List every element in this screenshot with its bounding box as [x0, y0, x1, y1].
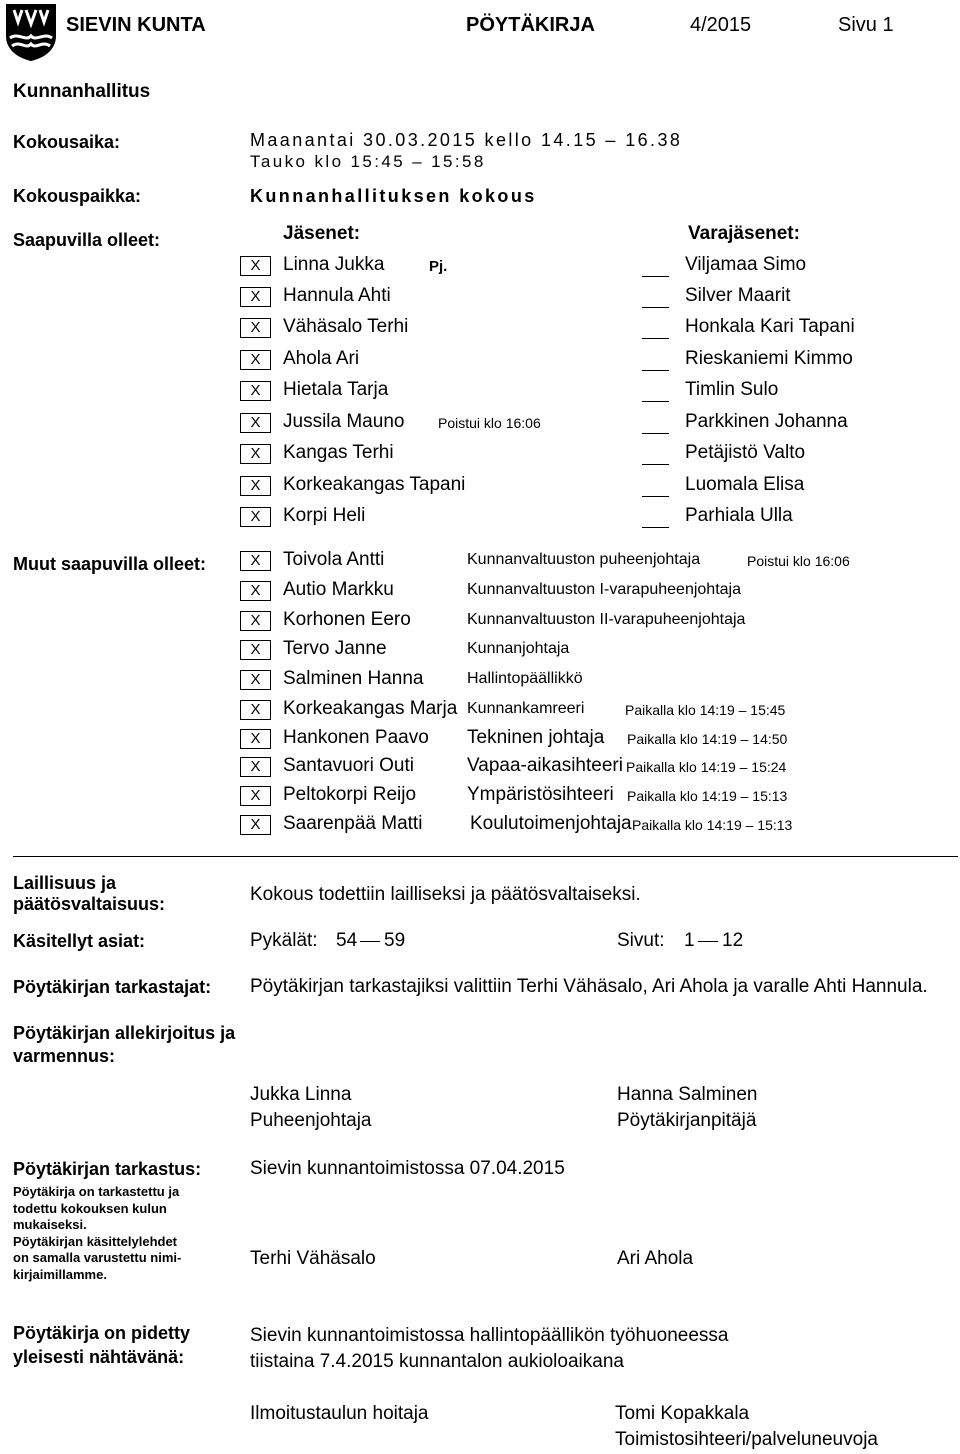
attendance-checkbox: X: [240, 318, 271, 338]
attendee-role: Kunnanjohtaja: [467, 640, 570, 657]
attendee-role: Hallintopäällikkö: [467, 670, 583, 687]
public-label-line2: yleisesti nähtävänä:: [13, 1347, 185, 1367]
attendance-checkbox: X: [240, 815, 271, 835]
attendee-role: Kunnanvaltuuston puheenjohtaja: [467, 551, 701, 568]
member-name: Linna Jukka: [283, 254, 385, 275]
pages-label: Sivut:: [617, 930, 665, 951]
review-place-date: Sievin kunnantoimistossa 07.04.2015: [250, 1158, 565, 1179]
legality-label-line1: Laillisuus ja: [13, 873, 117, 893]
attendance-checkbox: X: [240, 786, 271, 806]
deputy-name: Parkkinen Johanna: [685, 411, 848, 432]
meeting-break: Tauko klo 15:45 – 15:58: [250, 152, 486, 171]
meeting-place: Kunnanhallituksen kokous: [250, 186, 537, 206]
attendee-name: Hankonen Paavo: [283, 727, 429, 748]
checkers-label: Pöytäkirjan tarkastajat:: [13, 977, 212, 997]
attendee-note: Paikalla klo 14:19 – 14:50: [627, 731, 788, 747]
handled-label: Käsitellyt asiat:: [13, 931, 146, 951]
sections-dash: [360, 941, 380, 942]
attendance-checkbox: X: [240, 476, 271, 496]
deputy-name: Timlin Sulo: [685, 379, 779, 400]
secretary-name: Hanna Salminen: [617, 1084, 758, 1105]
review-note-line: Pöytäkirjan käsittelylehdet: [13, 1233, 178, 1249]
deputy-blank-box: [642, 350, 669, 371]
attendee-name: Saarenpää Matti: [283, 813, 423, 834]
review-note-line: kirjaimillamme.: [13, 1267, 107, 1282]
deputies-header: Varajäsenet:: [688, 223, 800, 244]
member-name: Korkeakangas Tapani: [283, 474, 466, 495]
document-type: PÖYTÄKIRJA: [466, 14, 595, 36]
chair-title: Puheenjohtaja: [250, 1110, 372, 1131]
legality-label-line2: päätösvaltaisuus:: [13, 894, 166, 914]
deputy-blank-box: [642, 256, 669, 277]
attendee-name: Salminen Hanna: [283, 668, 424, 689]
sections-label: Pykälät:: [250, 930, 318, 951]
deputy-blank-box: [642, 318, 669, 339]
attendee-note: Paikalla klo 14:19 – 15:24: [626, 759, 787, 775]
attendance-checkbox: X: [240, 551, 271, 571]
page-number: Sivu 1: [838, 14, 894, 36]
attendance-checkbox: X: [240, 381, 271, 401]
member-name: Kangas Terhi: [283, 442, 394, 463]
deputy-name: Honkala Kari Tapani: [685, 316, 855, 337]
public-text-line2: tiistaina 7.4.2015 kunnantalon aukioloaikana: [250, 1351, 624, 1372]
municipality-name: SIEVIN KUNTA: [66, 14, 206, 36]
member-note: Poistui klo 16:06: [438, 415, 541, 431]
attendee-name: Autio Markku: [283, 579, 394, 600]
members-header: Jäsenet:: [283, 223, 361, 244]
deputy-name: Viljamaa Simo: [685, 254, 807, 275]
attendee-role: Vapaa-aikasihteeri: [467, 755, 623, 776]
public-label-line1: Pöytäkirja on pidetty: [13, 1323, 191, 1343]
attendance-checkbox: X: [240, 413, 271, 433]
section-divider: [13, 856, 958, 857]
attendance-checkbox: X: [240, 640, 271, 660]
member-name: Jussila Mauno: [283, 411, 405, 432]
deputy-blank-box: [642, 507, 669, 528]
attendee-note: Paikalla klo 14:19 – 15:13: [632, 817, 793, 833]
member-name: Korpi Heli: [283, 505, 366, 526]
pages-dash: [698, 941, 718, 942]
notice-board-keeper: Ilmoitustaulun hoitaja: [250, 1403, 429, 1424]
reviewer-1-name: Terhi Vähäsalo: [250, 1248, 376, 1269]
attendee-role: Kunnanvaltuuston I-varapuheenjohtaja: [467, 581, 741, 598]
attendance-label: Saapuvilla olleet:: [13, 230, 161, 250]
clerk-title: Toimistosihteeri/palveluneuvoja: [615, 1429, 878, 1450]
legality-text: Kokous todettiin lailliseksi ja päätösvaltaiseksi.: [250, 884, 641, 905]
clerk-name: Tomi Kopakkala: [615, 1403, 750, 1424]
attendance-checkbox: X: [240, 350, 271, 370]
member-name: Ahola Ari: [283, 348, 360, 369]
review-note-line: mukaiseksi.: [13, 1217, 87, 1233]
chair-name: Jukka Linna: [250, 1084, 352, 1105]
attendee-name: Peltokorpi Reijo: [283, 784, 417, 805]
deputy-name: Silver Maarit: [685, 285, 791, 306]
attendee-note: Paikalla klo 14:19 – 15:45: [625, 702, 786, 718]
review-note-line: on samalla varustettu nimi-: [13, 1250, 182, 1266]
member-name: Vähäsalo Terhi: [283, 316, 409, 337]
municipality-crest-icon: [4, 2, 58, 62]
review-label: Pöytäkirjan tarkastus:: [13, 1159, 202, 1179]
checkers-text: Pöytäkirjan tarkastajiksi valittiin Terhi Vähäsalo, Ari Ahola ja varalle Ahti Hannula.: [250, 976, 928, 997]
attendee-role: Kunnanvaltuuston II-varapuheenjohtaja: [467, 611, 746, 628]
attendance-checkbox: X: [240, 757, 271, 777]
attendance-checkbox: X: [240, 581, 271, 601]
attendance-checkbox: X: [240, 611, 271, 631]
deputy-blank-box: [642, 444, 669, 465]
pages-from: 1: [684, 930, 695, 951]
sections-from: 54: [336, 930, 358, 951]
attendee-name: Korhonen Eero: [283, 609, 411, 630]
deputy-name: Rieskaniemi Kimmo: [685, 348, 853, 369]
attendee-role: Tekninen johtaja: [467, 727, 605, 748]
pages-to: 12: [722, 930, 744, 951]
attendee-role: Ympäristösihteeri: [467, 784, 614, 805]
meeting-time: Maanantai 30.03.2015 kello 14.15 – 16.38: [250, 130, 683, 150]
member-name: Hietala Tarja: [283, 379, 389, 400]
review-note-line: todettu kokouksen kulun: [13, 1200, 167, 1216]
attendance-checkbox: X: [240, 670, 271, 690]
review-note-line: Pöytäkirja on tarkastettu ja: [13, 1184, 180, 1199]
meeting-time-label: Kokousaika:: [13, 132, 121, 152]
deputy-blank-box: [642, 287, 669, 308]
secretary-title: Pöytäkirjanpitäjä: [617, 1110, 757, 1131]
attendance-checkbox: X: [240, 729, 271, 749]
attendance-checkbox: X: [240, 700, 271, 720]
attendee-name: Tervo Janne: [283, 638, 387, 659]
attendance-checkbox: X: [240, 507, 271, 527]
attendance-checkbox: X: [240, 444, 271, 464]
deputy-name: Petäjistö Valto: [685, 442, 806, 463]
deputy-blank-box: [642, 381, 669, 402]
attendee-note: Poistui klo 16:06: [747, 553, 850, 569]
member-name: Hannula Ahti: [283, 285, 391, 306]
attendee-name: Korkeakangas Marja: [283, 698, 458, 719]
signature-label-line1: Pöytäkirjan allekirjoitus ja: [13, 1023, 236, 1043]
attendee-role: Koulutoimenjohtaja: [470, 813, 632, 834]
others-label: Muut saapuvilla olleet:: [13, 554, 207, 574]
attendance-checkbox: X: [240, 287, 271, 307]
attendee-name: Toivola Antti: [283, 549, 385, 570]
signature-label-line2: varmennus:: [13, 1046, 116, 1066]
member-note: Pj.: [429, 258, 448, 275]
public-text-line1: Sievin kunnantoimistossa hallintopäällikön työhuoneessa: [250, 1325, 729, 1346]
document-number: 4/2015: [690, 14, 752, 36]
deputy-name: Luomala Elisa: [685, 474, 805, 495]
sections-to: 59: [384, 930, 406, 951]
deputy-name: Parhiala Ulla: [685, 505, 793, 526]
reviewer-2-name: Ari Ahola: [617, 1248, 694, 1269]
attendance-checkbox: X: [240, 256, 271, 276]
body-name: Kunnanhallitus: [13, 81, 151, 102]
deputy-blank-box: [642, 413, 669, 434]
attendee-name: Santavuori Outi: [283, 755, 414, 776]
meeting-place-label: Kokouspaikka:: [13, 186, 142, 206]
deputy-blank-box: [642, 476, 669, 497]
attendee-note: Paikalla klo 14:19 – 15:13: [627, 788, 788, 804]
attendee-role: Kunnankamreeri: [467, 700, 585, 717]
